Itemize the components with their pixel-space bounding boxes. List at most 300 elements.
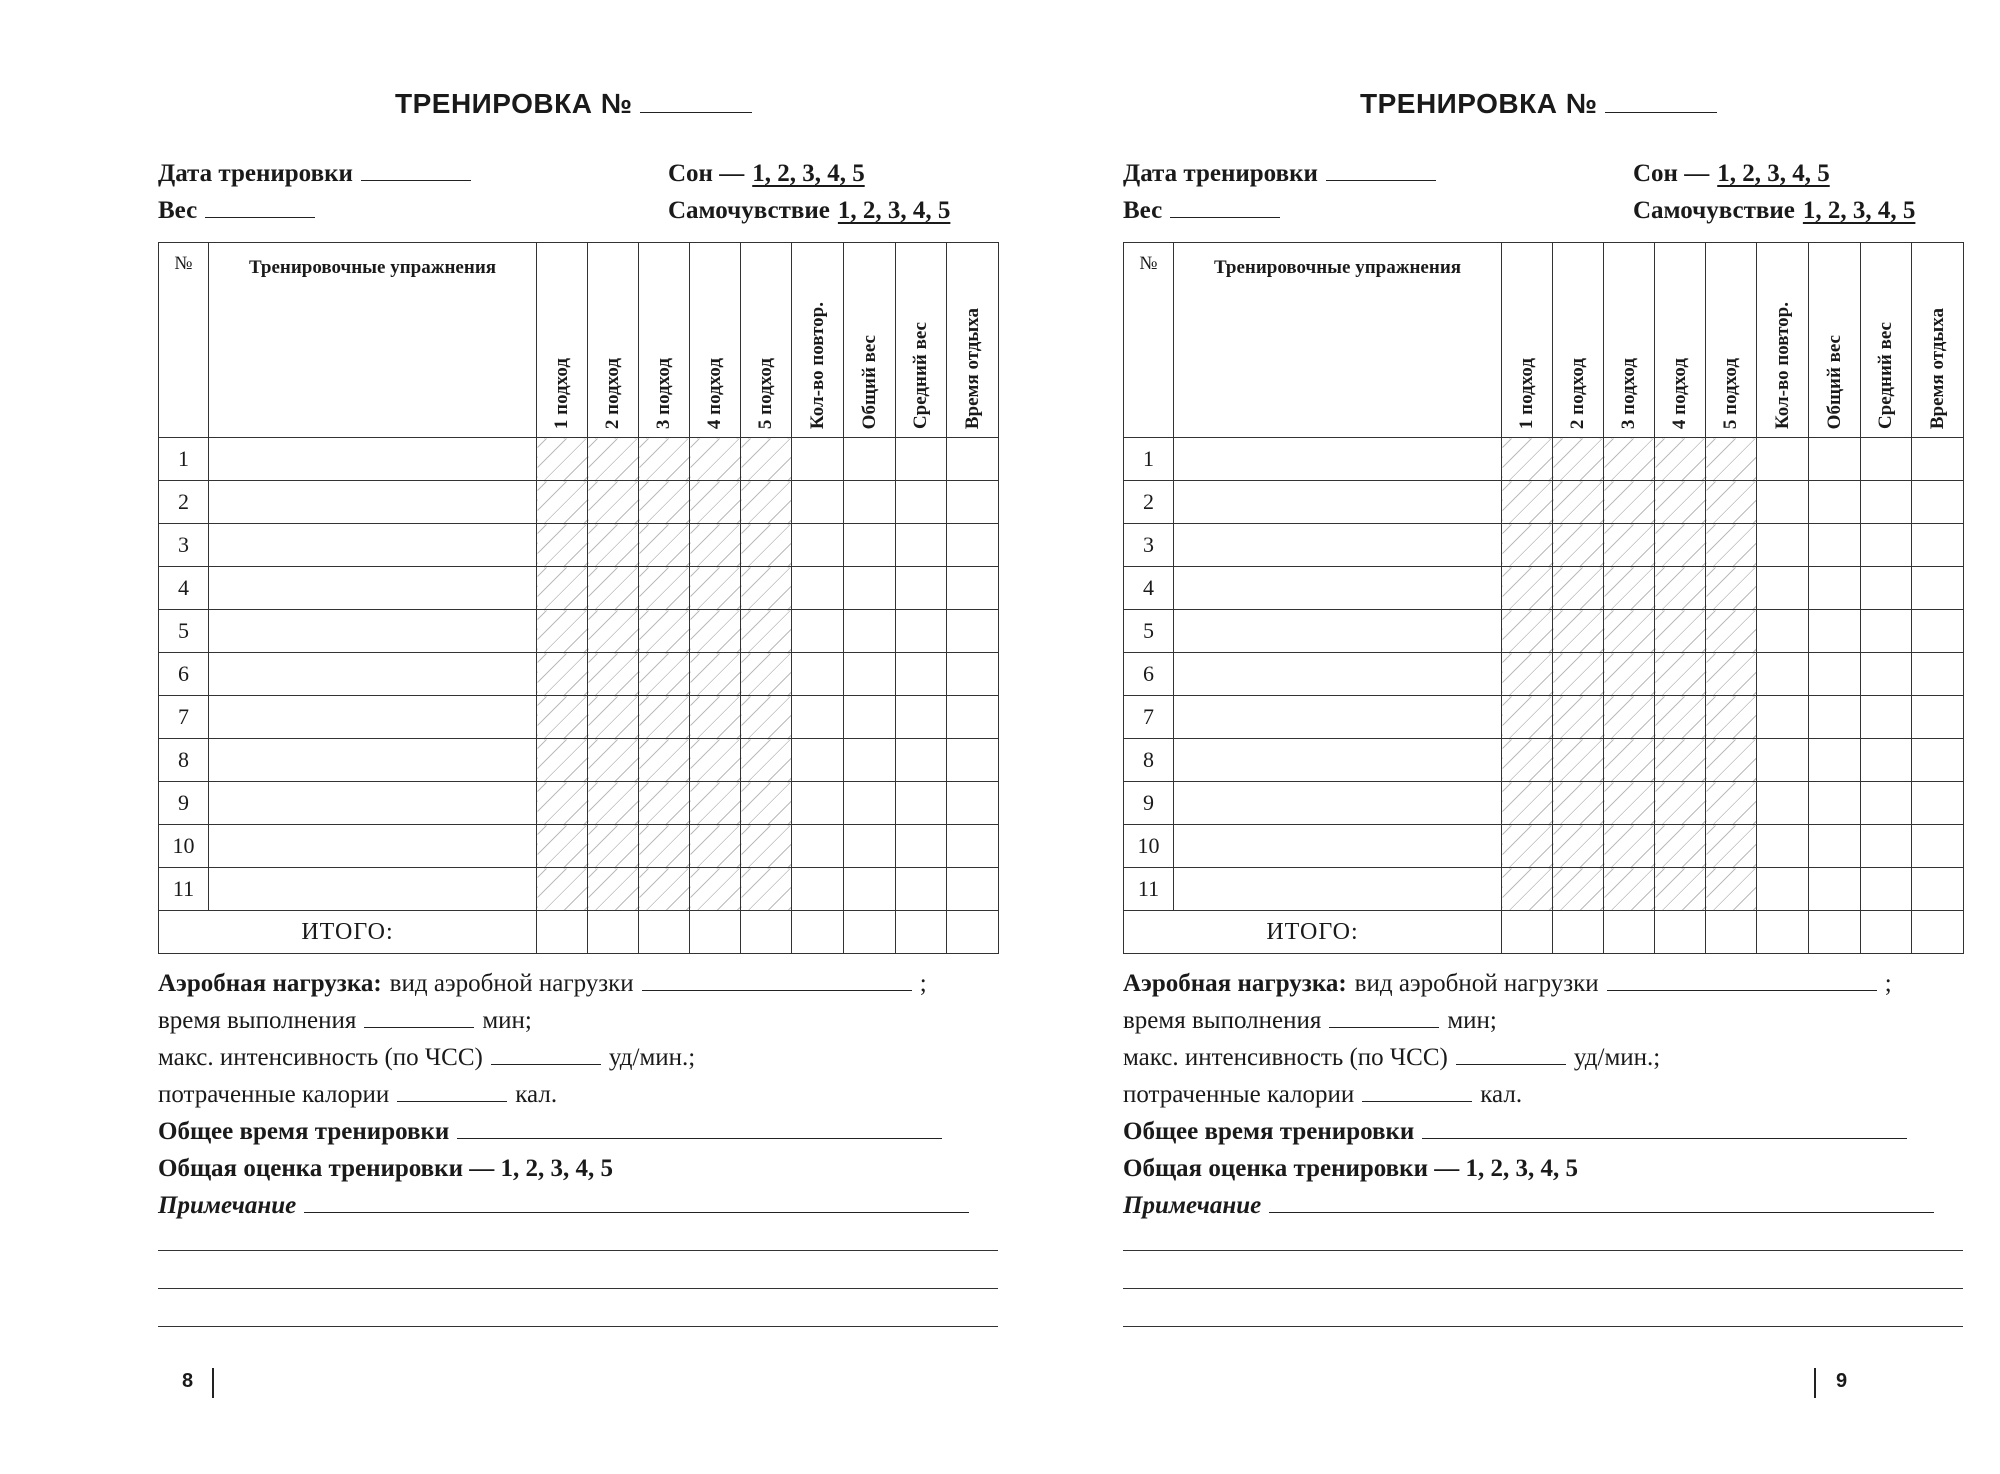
stat-cell[interactable] (896, 696, 947, 739)
stat-cell[interactable] (844, 868, 896, 911)
set-cell[interactable] (588, 567, 639, 610)
stat-cell[interactable] (1757, 868, 1809, 911)
set-cell[interactable] (537, 610, 588, 653)
duration-field[interactable] (364, 1027, 474, 1028)
stat-cell[interactable] (792, 567, 844, 610)
stat-cell[interactable] (1912, 782, 1964, 825)
set-cell[interactable] (588, 868, 639, 911)
stat-cell[interactable] (1861, 782, 1912, 825)
stat-cell[interactable] (1861, 739, 1912, 782)
set-cell[interactable] (690, 782, 741, 825)
set-cell[interactable] (1604, 653, 1655, 696)
stat-cell[interactable] (947, 438, 999, 481)
note-label: Примечание (1123, 1192, 1262, 1219)
set-cell[interactable] (1553, 868, 1604, 911)
stat-cell[interactable] (792, 653, 844, 696)
stat-cell[interactable] (844, 567, 896, 610)
set-cell[interactable] (537, 782, 588, 825)
aerobic-type-field[interactable] (642, 990, 912, 991)
stat-cell[interactable] (896, 524, 947, 567)
total-cell[interactable] (1809, 911, 1861, 954)
set-cell[interactable] (1655, 524, 1706, 567)
date-field[interactable] (361, 179, 471, 181)
stat-cell[interactable] (1861, 524, 1912, 567)
set-cell[interactable] (639, 438, 690, 481)
stat-cell[interactable] (1809, 825, 1861, 868)
set-cell[interactable] (588, 739, 639, 782)
stat-cell[interactable] (844, 481, 896, 524)
set-cell[interactable] (1655, 825, 1706, 868)
set-cell[interactable] (1655, 696, 1706, 739)
wellbeing-scale[interactable]: 1, 2, 3, 4, 5 (837, 197, 951, 224)
set-cell[interactable] (1604, 481, 1655, 524)
set-cell[interactable] (1502, 524, 1553, 567)
calories-field[interactable] (397, 1101, 507, 1102)
duration-field[interactable] (1329, 1027, 1439, 1028)
set-cell[interactable] (639, 610, 690, 653)
table-row (159, 825, 999, 868)
set-cell[interactable] (1706, 524, 1757, 567)
stat-cell[interactable] (792, 610, 844, 653)
stat-cell[interactable] (1757, 481, 1809, 524)
intensity-field[interactable] (491, 1064, 601, 1065)
exercise-cell[interactable] (1174, 438, 1502, 481)
set-cell[interactable] (1706, 610, 1757, 653)
note-line[interactable] (1123, 1250, 1963, 1251)
set-cell[interactable] (588, 438, 639, 481)
set-cell[interactable] (690, 696, 741, 739)
total-cell[interactable] (844, 911, 896, 954)
note-field[interactable] (304, 1212, 969, 1213)
set-cell[interactable] (1553, 739, 1604, 782)
set-cell[interactable] (588, 481, 639, 524)
set-cell[interactable] (1706, 782, 1757, 825)
set-cell[interactable] (537, 868, 588, 911)
set-cell[interactable] (1655, 782, 1706, 825)
date-field-row (158, 160, 471, 188)
stat-cell[interactable] (1861, 696, 1912, 739)
stat-cell[interactable] (896, 653, 947, 696)
note-line[interactable] (158, 1288, 998, 1289)
stat-cell[interactable] (792, 868, 844, 911)
stat-cell[interactable] (1912, 739, 1964, 782)
exercise-cell[interactable] (209, 653, 537, 696)
total-time-label: Общее время тренировки (158, 1118, 450, 1145)
set-cell[interactable] (690, 739, 741, 782)
set-cell[interactable] (1502, 653, 1553, 696)
total-time-field[interactable] (1422, 1138, 1907, 1139)
workout-number-field[interactable] (640, 111, 752, 113)
set-cell[interactable] (1502, 739, 1553, 782)
total-cell[interactable] (1706, 911, 1757, 954)
set-cell[interactable] (690, 438, 741, 481)
exercise-cell[interactable] (1174, 696, 1502, 739)
stat-cell[interactable] (844, 524, 896, 567)
stat-cell[interactable] (844, 739, 896, 782)
stat-cell[interactable] (1809, 739, 1861, 782)
stat-cell[interactable] (1809, 438, 1861, 481)
set-cell[interactable] (1655, 481, 1706, 524)
stat-cell[interactable] (1809, 653, 1861, 696)
exercise-cell[interactable] (1174, 567, 1502, 610)
column-header (844, 243, 896, 438)
set-cell[interactable] (1553, 610, 1604, 653)
total-cell[interactable] (1757, 911, 1809, 954)
wellbeing-row (1633, 197, 1915, 225)
set-cell[interactable] (639, 868, 690, 911)
table-row (159, 653, 999, 696)
stat-cell[interactable] (844, 610, 896, 653)
set-cell[interactable] (537, 567, 588, 610)
wellbeing-scale[interactable]: 1, 2, 3, 4, 5 (1802, 197, 1916, 224)
page-number: 8 (182, 1370, 194, 1392)
set-cell[interactable] (1604, 825, 1655, 868)
set-cell[interactable] (1655, 868, 1706, 911)
set-cell[interactable] (1553, 653, 1604, 696)
stat-cell[interactable] (792, 782, 844, 825)
stat-cell[interactable] (844, 825, 896, 868)
set-cell[interactable] (537, 481, 588, 524)
page-number: 9 (1836, 1370, 1848, 1392)
stat-cell[interactable] (1757, 438, 1809, 481)
set-cell[interactable] (741, 696, 792, 739)
stat-cell[interactable] (1861, 825, 1912, 868)
set-cell[interactable] (690, 524, 741, 567)
title-text: ТРЕНИРОВКА № (395, 88, 633, 119)
stat-cell[interactable] (1861, 438, 1912, 481)
stat-cell[interactable] (844, 653, 896, 696)
stat-cell[interactable] (947, 481, 999, 524)
set-cell[interactable] (639, 567, 690, 610)
exercise-cell[interactable] (209, 696, 537, 739)
stat-cell[interactable] (947, 739, 999, 782)
stat-cell[interactable] (896, 868, 947, 911)
set-cell[interactable] (1604, 696, 1655, 739)
stat-cell[interactable] (896, 782, 947, 825)
exercise-cell[interactable] (1174, 610, 1502, 653)
exercise-cell[interactable] (1174, 782, 1502, 825)
set-cell[interactable] (741, 610, 792, 653)
set-cell[interactable] (690, 481, 741, 524)
stat-cell[interactable] (1912, 567, 1964, 610)
set-cell[interactable] (537, 696, 588, 739)
stat-cell[interactable] (947, 524, 999, 567)
table-row (159, 782, 999, 825)
total-cell[interactable] (639, 911, 690, 954)
exercise-cell[interactable] (1174, 868, 1502, 911)
stat-cell[interactable] (1861, 567, 1912, 610)
set-cell[interactable] (1706, 696, 1757, 739)
set-cell[interactable] (1706, 481, 1757, 524)
stat-cell[interactable] (1809, 696, 1861, 739)
stat-cell[interactable] (1809, 481, 1861, 524)
set-cell[interactable] (1502, 825, 1553, 868)
exercise-cell[interactable] (209, 610, 537, 653)
set-cell[interactable] (1502, 782, 1553, 825)
sleep-scale[interactable]: 1, 2, 3, 4, 5 (1717, 160, 1830, 187)
set-cell[interactable] (741, 782, 792, 825)
exercise-cell[interactable] (209, 825, 537, 868)
column-header (1553, 243, 1604, 438)
set-cell[interactable] (1706, 567, 1757, 610)
total-time-row (158, 1118, 950, 1146)
duration-row (1123, 1007, 1497, 1035)
exercise-cell[interactable] (209, 524, 537, 567)
set-cell[interactable] (741, 567, 792, 610)
set-cell[interactable] (1553, 825, 1604, 868)
total-time-field[interactable] (457, 1138, 942, 1139)
set-cell[interactable] (537, 653, 588, 696)
note-field[interactable] (1269, 1212, 1934, 1213)
stat-cell[interactable] (1861, 610, 1912, 653)
set-cell[interactable] (1502, 567, 1553, 610)
calories-field[interactable] (1362, 1101, 1472, 1102)
stat-cell[interactable] (792, 825, 844, 868)
exercise-cell[interactable] (209, 481, 537, 524)
stat-cell[interactable] (1912, 610, 1964, 653)
note-line[interactable] (1123, 1326, 1963, 1327)
stat-cell[interactable] (1912, 825, 1964, 868)
total-cell[interactable] (1502, 911, 1553, 954)
stat-cell[interactable] (896, 610, 947, 653)
set-cell[interactable] (639, 696, 690, 739)
set-cell[interactable] (1553, 481, 1604, 524)
total-cell[interactable] (947, 911, 999, 954)
column-header (896, 243, 947, 438)
calories-unit: кал. (515, 1081, 558, 1108)
stat-cell[interactable] (1861, 653, 1912, 696)
calories-label: потраченные калории (158, 1081, 390, 1108)
set-cell[interactable] (588, 610, 639, 653)
exercise-cell[interactable] (1174, 739, 1502, 782)
intensity-row (1123, 1044, 1660, 1072)
set-cell[interactable] (639, 524, 690, 567)
set-cell[interactable] (639, 653, 690, 696)
stat-cell[interactable] (1912, 524, 1964, 567)
set-cell[interactable] (1553, 567, 1604, 610)
set-cell[interactable] (690, 610, 741, 653)
set-cell[interactable] (639, 739, 690, 782)
stat-cell[interactable] (1809, 868, 1861, 911)
workout-number-field[interactable] (1605, 111, 1717, 113)
note-line[interactable] (1123, 1288, 1963, 1289)
set-cell[interactable] (1706, 653, 1757, 696)
set-cell[interactable] (639, 481, 690, 524)
total-cell[interactable] (1912, 911, 1964, 954)
exercise-cell[interactable] (1174, 653, 1502, 696)
set-cell[interactable] (1553, 782, 1604, 825)
stat-cell[interactable] (947, 696, 999, 739)
set-cell[interactable] (741, 524, 792, 567)
set-cell[interactable] (1604, 868, 1655, 911)
stat-cell[interactable] (792, 481, 844, 524)
set-cell[interactable] (588, 696, 639, 739)
stat-cell[interactable] (947, 610, 999, 653)
exercise-cell[interactable] (209, 782, 537, 825)
stat-cell[interactable] (1861, 868, 1912, 911)
stat-cell[interactable] (947, 782, 999, 825)
set-cell[interactable] (588, 653, 639, 696)
set-cell[interactable] (588, 825, 639, 868)
set-cell[interactable] (1553, 438, 1604, 481)
set-cell[interactable] (588, 782, 639, 825)
stat-cell[interactable] (1757, 739, 1809, 782)
stat-cell[interactable] (947, 653, 999, 696)
set-cell[interactable] (741, 739, 792, 782)
aerobic-label: Аэробная нагрузка: (158, 970, 382, 997)
total-cell[interactable] (1604, 911, 1655, 954)
set-cell[interactable] (537, 825, 588, 868)
set-cell[interactable] (1604, 610, 1655, 653)
aerobic-row (1123, 970, 1892, 998)
date-field[interactable] (1326, 179, 1436, 181)
table-row (1124, 653, 1964, 696)
exercise-cell[interactable] (209, 567, 537, 610)
exercise-cell[interactable] (1174, 524, 1502, 567)
set-cell[interactable] (588, 524, 639, 567)
set-cell[interactable] (1604, 782, 1655, 825)
exercise-cell[interactable] (209, 438, 537, 481)
set-cell[interactable] (537, 739, 588, 782)
aerobic-type-field[interactable] (1607, 990, 1877, 991)
stat-cell[interactable] (1912, 481, 1964, 524)
set-cell[interactable] (1655, 438, 1706, 481)
set-cell[interactable] (1655, 610, 1706, 653)
exercise-cell[interactable] (209, 868, 537, 911)
wellbeing-label: Самочувствие (668, 197, 830, 224)
table-row (1124, 696, 1964, 739)
stat-cell[interactable] (1912, 868, 1964, 911)
set-cell[interactable] (1655, 567, 1706, 610)
stat-cell[interactable] (844, 782, 896, 825)
set-cell[interactable] (1706, 739, 1757, 782)
stat-cell[interactable] (792, 438, 844, 481)
set-cell[interactable] (690, 825, 741, 868)
stat-cell[interactable] (1912, 696, 1964, 739)
stat-cell[interactable] (1809, 782, 1861, 825)
weight-field[interactable] (1170, 216, 1280, 218)
set-cell[interactable] (1655, 739, 1706, 782)
set-cell[interactable] (639, 825, 690, 868)
set-cell[interactable] (1706, 868, 1757, 911)
column-header (947, 243, 999, 438)
set-cell[interactable] (1604, 567, 1655, 610)
table-header-row (159, 243, 999, 438)
total-cell[interactable] (537, 911, 588, 954)
table-row (1124, 481, 1964, 524)
stat-cell[interactable] (1809, 610, 1861, 653)
stat-cell[interactable] (896, 438, 947, 481)
stat-cell[interactable] (1757, 696, 1809, 739)
stat-cell[interactable] (947, 567, 999, 610)
stat-cell[interactable] (1809, 524, 1861, 567)
set-cell[interactable] (1706, 438, 1757, 481)
set-cell[interactable] (1604, 524, 1655, 567)
stat-cell[interactable] (1757, 524, 1809, 567)
intensity-field[interactable] (1456, 1064, 1566, 1065)
set-cell[interactable] (741, 438, 792, 481)
set-cell[interactable] (690, 567, 741, 610)
set-cell[interactable] (1502, 438, 1553, 481)
note-line[interactable] (158, 1326, 998, 1327)
stat-cell[interactable] (896, 739, 947, 782)
total-cell[interactable] (690, 911, 741, 954)
total-cell[interactable] (741, 911, 792, 954)
stat-cell[interactable] (1757, 653, 1809, 696)
stat-cell[interactable] (947, 825, 999, 868)
stat-cell[interactable] (1912, 653, 1964, 696)
set-cell[interactable] (1502, 868, 1553, 911)
stat-cell[interactable] (792, 739, 844, 782)
set-cell[interactable] (537, 438, 588, 481)
set-cell[interactable] (1502, 610, 1553, 653)
total-cell[interactable] (1553, 911, 1604, 954)
set-cell[interactable] (741, 481, 792, 524)
exercise-cell[interactable] (1174, 481, 1502, 524)
set-cell[interactable] (741, 653, 792, 696)
stat-cell[interactable] (1809, 567, 1861, 610)
stat-cell[interactable] (1861, 481, 1912, 524)
row-number: 3 (1124, 524, 1174, 567)
set-cell[interactable] (1502, 481, 1553, 524)
stat-cell[interactable] (1757, 782, 1809, 825)
total-cell[interactable] (588, 911, 639, 954)
set-cell[interactable] (537, 524, 588, 567)
total-cell[interactable] (792, 911, 844, 954)
stat-cell[interactable] (1757, 825, 1809, 868)
total-cell[interactable] (896, 911, 947, 954)
set-cell[interactable] (741, 868, 792, 911)
page-content (1000, 0, 1965, 1474)
stat-cell[interactable] (1757, 567, 1809, 610)
set-cell[interactable] (1655, 653, 1706, 696)
stat-cell[interactable] (1912, 438, 1964, 481)
set-cell[interactable] (1502, 696, 1553, 739)
total-cell[interactable] (1861, 911, 1912, 954)
set-cell[interactable] (1604, 739, 1655, 782)
note-row (158, 1192, 977, 1220)
set-cell[interactable] (741, 825, 792, 868)
total-cell[interactable] (1655, 911, 1706, 954)
sleep-scale[interactable]: 1, 2, 3, 4, 5 (752, 160, 865, 187)
stat-cell[interactable] (896, 567, 947, 610)
stat-cell[interactable] (844, 696, 896, 739)
stat-cell[interactable] (844, 438, 896, 481)
stat-cell[interactable] (792, 696, 844, 739)
exercise-cell[interactable] (1174, 825, 1502, 868)
set-cell[interactable] (1553, 696, 1604, 739)
stat-cell[interactable] (947, 868, 999, 911)
column-header-label: Средний вес (910, 321, 931, 429)
set-cell[interactable] (690, 653, 741, 696)
column-header (1502, 243, 1553, 438)
stat-cell[interactable] (896, 825, 947, 868)
set-cell[interactable] (1706, 825, 1757, 868)
set-cell[interactable] (1553, 524, 1604, 567)
stat-cell[interactable] (792, 524, 844, 567)
column-header (1706, 243, 1757, 438)
date-label: Дата тренировки (158, 160, 353, 187)
set-cell[interactable] (639, 782, 690, 825)
stat-cell[interactable] (1757, 610, 1809, 653)
note-line[interactable] (158, 1250, 998, 1251)
set-cell[interactable] (1604, 438, 1655, 481)
weight-field[interactable] (205, 216, 315, 218)
row-number: 4 (159, 567, 209, 610)
exercise-cell[interactable] (209, 739, 537, 782)
stat-cell[interactable] (896, 481, 947, 524)
set-cell[interactable] (690, 868, 741, 911)
